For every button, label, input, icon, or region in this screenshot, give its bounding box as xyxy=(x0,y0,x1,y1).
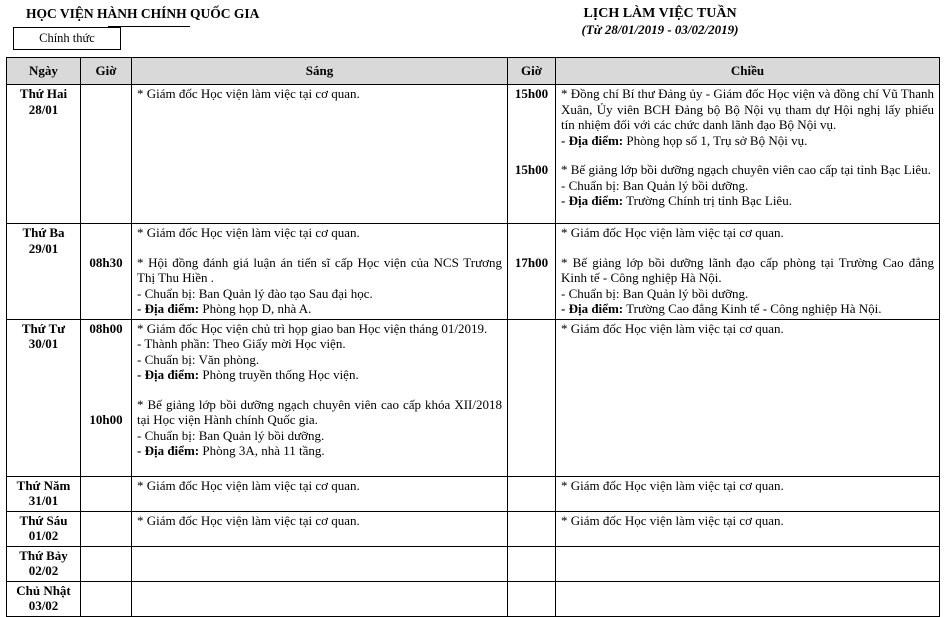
page-title: LỊCH LÀM VIỆC TUẦN xyxy=(583,6,737,21)
schedule-item xyxy=(137,255,502,317)
schedule-item: * Giám đốc Học viện làm việc tại cơ quan. xyxy=(561,477,784,493)
location-value: Trường Cao đẳng Kinh tế - Công nghiệp Hà Nội. xyxy=(626,301,882,316)
schedule-item: * Giám đốc Học viện làm việc tại cơ quan. xyxy=(137,225,360,240)
table-row xyxy=(7,476,940,511)
day-cell xyxy=(7,511,81,546)
day-cell xyxy=(7,476,81,511)
morning-cell xyxy=(132,581,508,616)
afternoon-time-cell xyxy=(508,581,556,616)
item-description: * Bế giảng lớp bồi dưỡng ngạch chuyên viên cao cấp tại tỉnh Bạc Liêu. xyxy=(561,162,931,177)
afternoon-time-cell xyxy=(508,319,556,476)
status-badge: Chính thức xyxy=(13,27,121,50)
table-row xyxy=(7,85,940,224)
location-value: Trường Chính trị tỉnh Bạc Liêu. xyxy=(626,193,792,208)
afternoon-time-cell xyxy=(508,476,556,511)
day-name: Thứ Năm xyxy=(16,477,71,493)
participants-note: - Thành phần: Theo Giấy mời Học viện. xyxy=(137,336,346,351)
morning-cell xyxy=(132,476,508,511)
table-row xyxy=(7,581,940,616)
time-slot: 10h00 xyxy=(89,412,123,427)
schedule-item xyxy=(137,397,502,459)
morning-time-cell xyxy=(81,546,132,581)
schedule-item xyxy=(561,86,934,148)
schedule-item: * Giám đốc Học viện làm việc tại cơ quan. xyxy=(561,512,784,528)
morning-time-cell xyxy=(81,581,132,616)
morning-cell xyxy=(132,85,508,224)
table-row xyxy=(7,546,940,581)
time-slot: 15h00 xyxy=(514,162,549,177)
location-label: - Địa điểm: xyxy=(137,301,200,316)
morning-cell xyxy=(132,319,508,476)
column-header-morning: Sáng xyxy=(132,58,508,85)
afternoon-cell xyxy=(556,476,940,511)
day-name: Thứ Hai xyxy=(19,86,68,101)
location-value: Phòng họp D, nhà A. xyxy=(202,301,312,316)
schedule-item xyxy=(561,162,934,209)
item-description: * Đồng chí Bí thư Đảng ủy - Giám đốc Học viện và đồng chí Vũ Thanh Xuân, Ủy viên BCH Đảng bộ Bộ Nội vụ tham dự Hội nghị lấy phiếu tín nhiệm đối với các chức danh lãnh đạo Bộ Nội vụ. xyxy=(561,86,934,132)
location-value: Phòng truyền thống Học viện. xyxy=(202,367,359,382)
day-date: 02/02 xyxy=(28,563,59,578)
afternoon-cell xyxy=(556,546,940,581)
day-date: 28/01 xyxy=(28,101,59,117)
day-date: 29/01 xyxy=(28,240,59,256)
location-label: - Địa điểm: xyxy=(561,193,624,208)
location-label: - Địa điểm: xyxy=(137,367,200,382)
afternoon-time-cell xyxy=(508,546,556,581)
item-description: * Hội đồng đánh giá luận án tiến sĩ cấp Học viện của NCS Trương Thị Thu Hiền . xyxy=(137,254,502,285)
schedule-item xyxy=(561,255,934,317)
afternoon-cell xyxy=(556,581,940,616)
morning-time-cell xyxy=(81,319,132,476)
schedule-item: * Giám đốc Học viện làm việc tại cơ quan. xyxy=(561,225,784,240)
schedule-item: * Giám đốc Học viện làm việc tại cơ quan. xyxy=(137,86,360,101)
day-cell xyxy=(7,546,81,581)
location-value: Phòng họp số 1, Trụ sở Bộ Nội vụ. xyxy=(626,132,808,148)
day-cell xyxy=(7,319,81,476)
time-slot: 15h00 xyxy=(514,86,549,101)
preparation-note: - Chuẩn bị: Ban Quản lý đào tạo Sau đại học. xyxy=(137,285,373,301)
table-header-row xyxy=(7,58,940,85)
day-name: Thứ Sáu xyxy=(19,512,68,528)
time-slot: 17h00 xyxy=(514,254,549,270)
document-header xyxy=(0,0,946,56)
preparation-note: - Chuẩn bị: Ban Quản lý bồi dưỡng. xyxy=(561,177,749,193)
weekly-schedule-table xyxy=(6,57,940,617)
day-name: Thứ Bảy xyxy=(19,547,68,563)
schedule-item: * Giám đốc Học viện làm việc tại cơ quan. xyxy=(561,320,784,336)
morning-cell xyxy=(132,546,508,581)
date-range-subtitle: (Từ 28/01/2019 - 03/02/2019) xyxy=(581,22,739,37)
schedule-item xyxy=(137,321,502,383)
column-header-afternoon: Chiều xyxy=(556,58,940,85)
preparation-note: - Chuẩn bị: Ban Quản lý bồi dưỡng. xyxy=(137,427,325,443)
day-date: 31/01 xyxy=(28,493,59,508)
morning-time-cell xyxy=(81,224,132,320)
morning-cell xyxy=(132,224,508,320)
preparation-note: - Chuẩn bị: Ban Quản lý bồi dưỡng. xyxy=(561,285,749,301)
organization-name: HỌC VIỆN HÀNH CHÍNH QUỐC GIA xyxy=(26,6,260,21)
morning-time-cell xyxy=(81,511,132,546)
table-row xyxy=(7,224,940,320)
day-date: 01/02 xyxy=(28,528,59,543)
column-header-day: Ngày xyxy=(7,58,81,85)
afternoon-cell xyxy=(556,85,940,224)
afternoon-cell xyxy=(556,224,940,320)
day-date: 30/01 xyxy=(28,336,59,351)
item-description: * Giám đốc Học viện chủ trì họp giao ban Học viện tháng 01/2019. xyxy=(137,320,488,336)
day-name: Thứ Ba xyxy=(22,225,65,240)
time-slot: 08h00 xyxy=(89,320,123,336)
preparation-note: - Chuẩn bị: Văn phòng. xyxy=(137,351,260,367)
location-value: Phòng 3A, nhà 11 tầng. xyxy=(202,443,325,458)
day-name: Chủ Nhật xyxy=(16,582,71,598)
day-cell xyxy=(7,85,81,224)
table-row xyxy=(7,511,940,546)
column-header-time-afternoon: Giờ xyxy=(508,58,556,85)
afternoon-time-cell xyxy=(508,511,556,546)
morning-cell xyxy=(132,511,508,546)
location-label: - Địa điểm: xyxy=(561,132,624,148)
afternoon-time-cell xyxy=(508,224,556,320)
day-name: Thứ Tư xyxy=(21,320,66,336)
item-description: * Bế giảng lớp bồi dưỡng lãnh đạo cấp phòng tại Trường Cao đẳng Kinh tế - Công nghiệp Hà Nội. xyxy=(561,254,934,285)
afternoon-cell xyxy=(556,511,940,546)
day-date: 03/02 xyxy=(28,598,59,613)
morning-time-cell xyxy=(81,85,132,224)
table-row xyxy=(7,319,940,476)
location-label: - Địa điểm: xyxy=(137,443,200,458)
time-slot: 08h30 xyxy=(89,254,123,270)
location-label: - Địa điểm: xyxy=(561,301,624,316)
day-cell xyxy=(7,224,81,320)
schedule-item: * Giám đốc Học viện làm việc tại cơ quan. xyxy=(137,512,360,528)
morning-time-cell xyxy=(81,476,132,511)
afternoon-time-cell xyxy=(508,85,556,224)
column-header-time-morning: Giờ xyxy=(81,58,132,85)
item-description: * Bế giảng lớp bồi dưỡng ngạch chuyên viên cao cấp khóa XII/2018 tại Học viện Hành chính Quốc gia. xyxy=(137,396,502,427)
schedule-item: * Giám đốc Học viện làm việc tại cơ quan. xyxy=(137,477,360,493)
afternoon-cell xyxy=(556,319,940,476)
day-cell xyxy=(7,581,81,616)
